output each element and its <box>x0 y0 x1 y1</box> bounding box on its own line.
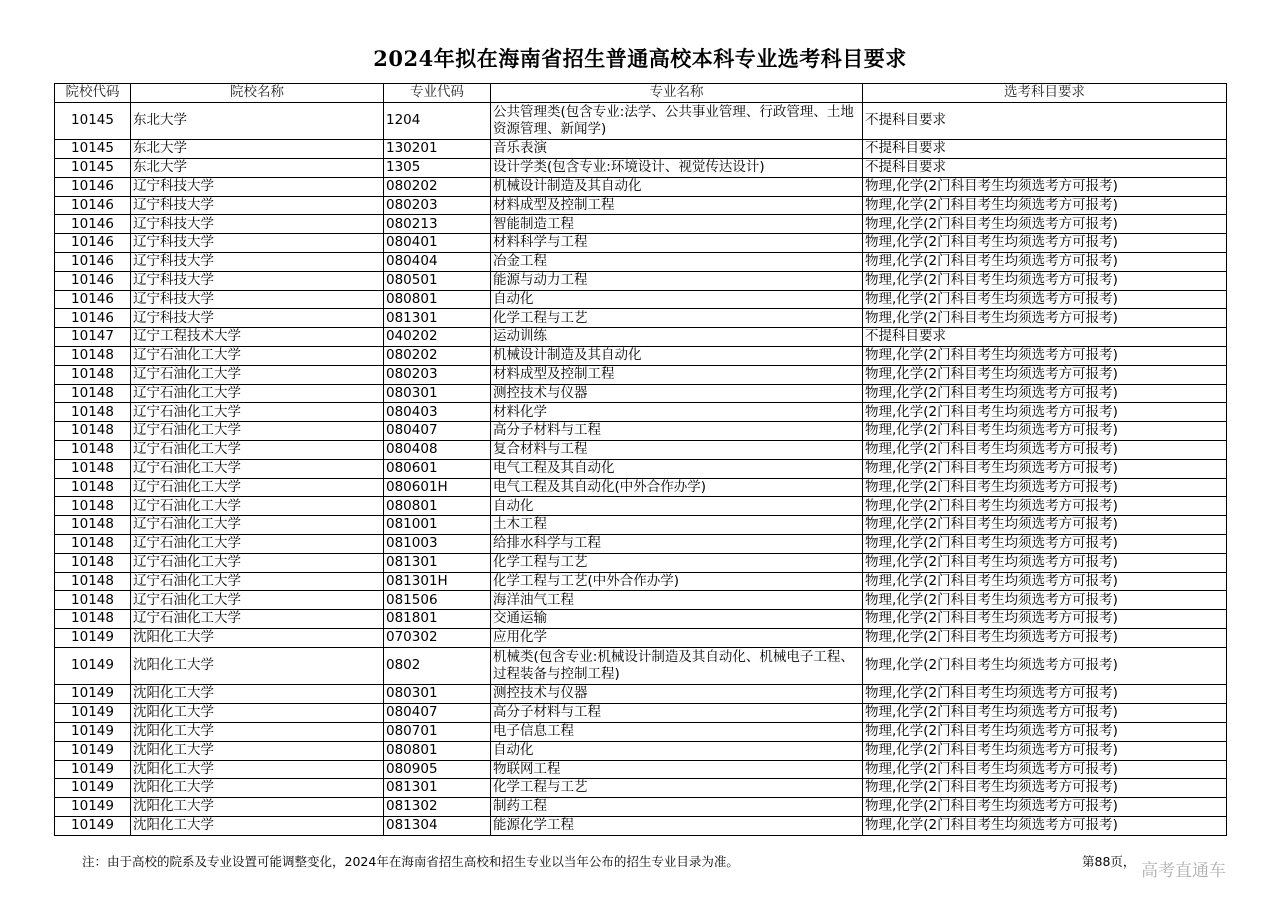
cell-major-code: 081302 <box>384 798 491 817</box>
cell-major-name: 高分子材料与工程 <box>491 422 863 441</box>
cell-major-code: 070302 <box>384 629 491 648</box>
table-row <box>55 102 1227 140</box>
cell-school-name: 辽宁科技大学 <box>131 177 384 196</box>
cell-requirement: 物理,化学(2门科目考生均须选考方可报考) <box>863 365 1227 384</box>
table-row <box>55 271 1227 290</box>
cell-school-name: 辽宁石油化工大学 <box>131 553 384 572</box>
table-row <box>55 159 1227 178</box>
table-row <box>55 516 1227 535</box>
cell-school-name: 辽宁工程技术大学 <box>131 328 384 347</box>
cell-school-name: 辽宁石油化工大学 <box>131 591 384 610</box>
cell-major-code: 080403 <box>384 403 491 422</box>
table-row <box>55 722 1227 741</box>
cell-requirement: 物理,化学(2门科目考生均须选考方可报考) <box>863 196 1227 215</box>
cell-school-code: 10147 <box>55 328 131 347</box>
cell-school-name: 辽宁石油化工大学 <box>131 516 384 535</box>
cell-school-name: 辽宁科技大学 <box>131 290 384 309</box>
cell-school-code: 10148 <box>55 572 131 591</box>
cell-school-code: 10148 <box>55 610 131 629</box>
page-number: 第88页， <box>1082 854 1136 869</box>
table-row <box>55 253 1227 272</box>
cell-school-code: 10148 <box>55 591 131 610</box>
cell-requirement: 物理,化学(2门科目考生均须选考方可报考) <box>863 722 1227 741</box>
cell-major-name: 给排水科学与工程 <box>491 535 863 554</box>
cell-requirement: 物理,化学(2门科目考生均须选考方可报考) <box>863 271 1227 290</box>
cell-school-name: 沈阳化工大学 <box>131 779 384 798</box>
cell-school-code: 10148 <box>55 497 131 516</box>
table-row <box>55 760 1227 779</box>
cell-requirement: 物理,化学(2门科目考生均须选考方可报考) <box>863 760 1227 779</box>
cell-school-code: 10148 <box>55 441 131 460</box>
cell-requirement: 物理,化学(2门科目考生均须选考方可报考) <box>863 459 1227 478</box>
cell-major-name: 公共管理类(包含专业:法学、公共事业管理、行政管理、土地资源管理、新闻学) <box>491 102 863 140</box>
cell-school-name: 沈阳化工大学 <box>131 798 384 817</box>
cell-school-code: 10149 <box>55 816 131 835</box>
cell-major-code: 1204 <box>384 102 491 140</box>
cell-major-code: 080404 <box>384 253 491 272</box>
cell-school-name: 东北大学 <box>131 140 384 159</box>
table-row <box>55 798 1227 817</box>
cell-school-name: 辽宁石油化工大学 <box>131 403 384 422</box>
cell-school-name: 辽宁石油化工大学 <box>131 535 384 554</box>
header-school-name: 院校名称 <box>131 84 384 103</box>
cell-major-name: 智能制造工程 <box>491 215 863 234</box>
cell-major-code: 081301H <box>384 572 491 591</box>
cell-major-name: 自动化 <box>491 290 863 309</box>
cell-requirement: 物理,化学(2门科目考生均须选考方可报考) <box>863 610 1227 629</box>
cell-requirement: 物理,化学(2门科目考生均须选考方可报考) <box>863 234 1227 253</box>
cell-major-code: 081301 <box>384 779 491 798</box>
cell-major-name: 材料成型及控制工程 <box>491 196 863 215</box>
cell-major-name: 海洋油气工程 <box>491 591 863 610</box>
table-row <box>55 647 1227 685</box>
cell-requirement: 物理,化学(2门科目考生均须选考方可报考) <box>863 647 1227 685</box>
cell-school-code: 10149 <box>55 629 131 648</box>
cell-school-code: 10148 <box>55 478 131 497</box>
cell-major-code: 0802 <box>384 647 491 685</box>
cell-school-name: 辽宁石油化工大学 <box>131 459 384 478</box>
cell-requirement: 物理,化学(2门科目考生均须选考方可报考) <box>863 422 1227 441</box>
cell-school-code: 10146 <box>55 253 131 272</box>
cell-major-code: 080203 <box>384 196 491 215</box>
cell-requirement: 不提科目要求 <box>863 328 1227 347</box>
cell-major-code: 081003 <box>384 535 491 554</box>
cell-major-name: 材料科学与工程 <box>491 234 863 253</box>
cell-requirement: 物理,化学(2门科目考生均须选考方可报考) <box>863 215 1227 234</box>
cell-major-name: 化学工程与工艺(中外合作办学) <box>491 572 863 591</box>
cell-requirement: 物理,化学(2门科目考生均须选考方可报考) <box>863 779 1227 798</box>
cell-requirement: 物理,化学(2门科目考生均须选考方可报考) <box>863 384 1227 403</box>
cell-major-name: 应用化学 <box>491 629 863 648</box>
cell-school-name: 沈阳化工大学 <box>131 722 384 741</box>
cell-school-code: 10149 <box>55 647 131 685</box>
cell-school-code: 10149 <box>55 760 131 779</box>
cell-major-code: 040202 <box>384 328 491 347</box>
cell-school-code: 10146 <box>55 271 131 290</box>
cell-major-code: 080801 <box>384 290 491 309</box>
cell-major-name: 制药工程 <box>491 798 863 817</box>
cell-major-code: 080601 <box>384 459 491 478</box>
cell-school-name: 东北大学 <box>131 159 384 178</box>
cell-major-code: 080202 <box>384 177 491 196</box>
cell-school-name: 东北大学 <box>131 102 384 140</box>
header-major-code: 专业代码 <box>384 84 491 103</box>
cell-major-code: 081301 <box>384 553 491 572</box>
cell-major-code: 080408 <box>384 441 491 460</box>
cell-requirement: 物理,化学(2门科目考生均须选考方可报考) <box>863 290 1227 309</box>
cell-school-code: 10149 <box>55 779 131 798</box>
table-row <box>55 685 1227 704</box>
table-row <box>55 497 1227 516</box>
cell-school-code: 10145 <box>55 102 131 140</box>
table-row <box>55 779 1227 798</box>
table-row <box>55 553 1227 572</box>
cell-major-name: 冶金工程 <box>491 253 863 272</box>
table-row <box>55 478 1227 497</box>
cell-school-name: 沈阳化工大学 <box>131 816 384 835</box>
cell-major-name: 测控技术与仪器 <box>491 384 863 403</box>
cell-major-code: 080202 <box>384 347 491 366</box>
cell-major-name: 复合材料与工程 <box>491 441 863 460</box>
cell-major-name: 自动化 <box>491 741 863 760</box>
cell-major-name: 交通运输 <box>491 610 863 629</box>
cell-requirement: 物理,化学(2门科目考生均须选考方可报考) <box>863 741 1227 760</box>
table-row <box>55 441 1227 460</box>
cell-major-code: 080401 <box>384 234 491 253</box>
cell-major-name: 土木工程 <box>491 516 863 535</box>
table-row <box>55 459 1227 478</box>
cell-school-name: 辽宁石油化工大学 <box>131 347 384 366</box>
cell-school-code: 10149 <box>55 722 131 741</box>
table-header-row <box>55 84 1227 103</box>
page-title: 2024年拟在海南省招生普通高校本科专业选考科目要求 <box>373 46 907 71</box>
table-row <box>55 535 1227 554</box>
table-row <box>55 140 1227 159</box>
table-row <box>55 309 1227 328</box>
table-row <box>55 422 1227 441</box>
table-row <box>55 403 1227 422</box>
table-row <box>55 741 1227 760</box>
cell-major-code: 081304 <box>384 816 491 835</box>
table-row <box>55 177 1227 196</box>
cell-requirement: 物理,化学(2门科目考生均须选考方可报考) <box>863 253 1227 272</box>
cell-school-code: 10148 <box>55 422 131 441</box>
table-row <box>55 234 1227 253</box>
cell-school-code: 10145 <box>55 159 131 178</box>
cell-major-name: 运动训练 <box>491 328 863 347</box>
cell-major-name: 电气工程及其自动化 <box>491 459 863 478</box>
cell-school-name: 沈阳化工大学 <box>131 685 384 704</box>
cell-major-code: 080801 <box>384 497 491 516</box>
cell-major-code: 130201 <box>384 140 491 159</box>
table-row <box>55 384 1227 403</box>
cell-requirement: 物理,化学(2门科目考生均须选考方可报考) <box>863 347 1227 366</box>
cell-requirement: 物理,化学(2门科目考生均须选考方可报考) <box>863 572 1227 591</box>
table-row <box>55 290 1227 309</box>
cell-school-name: 辽宁石油化工大学 <box>131 441 384 460</box>
table-row <box>55 572 1227 591</box>
cell-major-code: 080301 <box>384 685 491 704</box>
table-row <box>55 629 1227 648</box>
cell-school-code: 10145 <box>55 140 131 159</box>
cell-major-name: 电子信息工程 <box>491 722 863 741</box>
cell-major-name: 机械设计制造及其自动化 <box>491 347 863 366</box>
cell-major-code: 080407 <box>384 422 491 441</box>
cell-school-name: 沈阳化工大学 <box>131 760 384 779</box>
cell-major-name: 机械类(包含专业:机械设计制造及其自动化、机械电子工程、过程装备与控制工程) <box>491 647 863 685</box>
cell-school-name: 沈阳化工大学 <box>131 741 384 760</box>
cell-major-name: 化学工程与工艺 <box>491 553 863 572</box>
cell-major-code: 080203 <box>384 365 491 384</box>
cell-school-name: 辽宁石油化工大学 <box>131 384 384 403</box>
cell-school-code: 10146 <box>55 309 131 328</box>
cell-requirement: 不提科目要求 <box>863 159 1227 178</box>
cell-major-code: 080601H <box>384 478 491 497</box>
header-major-name: 专业名称 <box>491 84 863 103</box>
table-row <box>55 365 1227 384</box>
cell-requirement: 不提科目要求 <box>863 102 1227 140</box>
cell-school-code: 10146 <box>55 234 131 253</box>
cell-school-code: 10149 <box>55 685 131 704</box>
cell-requirement: 物理,化学(2门科目考生均须选考方可报考) <box>863 441 1227 460</box>
cell-requirement: 物理,化学(2门科目考生均须选考方可报考) <box>863 798 1227 817</box>
cell-school-code: 10148 <box>55 384 131 403</box>
cell-major-name: 化学工程与工艺 <box>491 309 863 328</box>
cell-school-code: 10149 <box>55 798 131 817</box>
cell-requirement: 物理,化学(2门科目考生均须选考方可报考) <box>863 535 1227 554</box>
table-row <box>55 347 1227 366</box>
table-row <box>55 591 1227 610</box>
cell-major-code: 081801 <box>384 610 491 629</box>
cell-major-code: 080301 <box>384 384 491 403</box>
cell-school-name: 辽宁石油化工大学 <box>131 572 384 591</box>
cell-school-name: 辽宁科技大学 <box>131 196 384 215</box>
cell-major-code: 080905 <box>384 760 491 779</box>
cell-major-name: 音乐表演 <box>491 140 863 159</box>
cell-major-code: 081506 <box>384 591 491 610</box>
cell-school-code: 10148 <box>55 516 131 535</box>
cell-school-name: 辽宁石油化工大学 <box>131 478 384 497</box>
cell-requirement: 物理,化学(2门科目考生均须选考方可报考) <box>863 591 1227 610</box>
cell-school-name: 辽宁科技大学 <box>131 215 384 234</box>
cell-requirement: 物理,化学(2门科目考生均须选考方可报考) <box>863 516 1227 535</box>
table-row <box>55 196 1227 215</box>
cell-school-code: 10148 <box>55 535 131 554</box>
cell-major-name: 测控技术与仪器 <box>491 685 863 704</box>
cell-school-code: 10148 <box>55 347 131 366</box>
cell-major-name: 材料成型及控制工程 <box>491 365 863 384</box>
cell-major-code: 080407 <box>384 704 491 723</box>
cell-major-name: 电气工程及其自动化(中外合作办学) <box>491 478 863 497</box>
cell-school-name: 辽宁科技大学 <box>131 234 384 253</box>
cell-major-name: 能源与动力工程 <box>491 271 863 290</box>
cell-major-code: 080801 <box>384 741 491 760</box>
cell-school-name: 辽宁石油化工大学 <box>131 610 384 629</box>
cell-requirement: 不提科目要求 <box>863 140 1227 159</box>
footnote: 注：由于高校的院系及专业设置可能调整变化，2024年在海南省招生高校和招生专业以当年公布的招生专业目录为准。 <box>82 854 739 869</box>
cell-major-code: 080701 <box>384 722 491 741</box>
cell-major-name: 物联网工程 <box>491 760 863 779</box>
watermark: 高考直通车 <box>1141 861 1226 881</box>
cell-school-name: 沈阳化工大学 <box>131 647 384 685</box>
cell-major-name: 能源化学工程 <box>491 816 863 835</box>
table-body <box>55 102 1227 835</box>
cell-major-name: 设计学类(包含专业:环境设计、视觉传达设计) <box>491 159 863 178</box>
cell-school-code: 10146 <box>55 177 131 196</box>
cell-major-code: 1305 <box>384 159 491 178</box>
cell-school-name: 沈阳化工大学 <box>131 629 384 648</box>
cell-major-name: 机械设计制造及其自动化 <box>491 177 863 196</box>
cell-school-code: 10148 <box>55 365 131 384</box>
cell-requirement: 物理,化学(2门科目考生均须选考方可报考) <box>863 497 1227 516</box>
header-requirement: 选考科目要求 <box>863 84 1227 103</box>
cell-major-code: 080501 <box>384 271 491 290</box>
cell-school-code: 10146 <box>55 196 131 215</box>
table-row <box>55 704 1227 723</box>
cell-school-code: 10146 <box>55 215 131 234</box>
cell-requirement: 物理,化学(2门科目考生均须选考方可报考) <box>863 553 1227 572</box>
cell-requirement: 物理,化学(2门科目考生均须选考方可报考) <box>863 629 1227 648</box>
cell-school-name: 辽宁科技大学 <box>131 253 384 272</box>
cell-school-name: 辽宁科技大学 <box>131 309 384 328</box>
cell-major-code: 080213 <box>384 215 491 234</box>
cell-school-code: 10148 <box>55 553 131 572</box>
cell-major-code: 081301 <box>384 309 491 328</box>
table-row <box>55 610 1227 629</box>
cell-major-name: 材料化学 <box>491 403 863 422</box>
cell-requirement: 物理,化学(2门科目考生均须选考方可报考) <box>863 478 1227 497</box>
cell-school-name: 辽宁石油化工大学 <box>131 422 384 441</box>
cell-school-name: 辽宁石油化工大学 <box>131 497 384 516</box>
cell-requirement: 物理,化学(2门科目考生均须选考方可报考) <box>863 309 1227 328</box>
cell-school-code: 10148 <box>55 459 131 478</box>
cell-school-code: 10148 <box>55 403 131 422</box>
cell-major-name: 自动化 <box>491 497 863 516</box>
cell-major-name: 高分子材料与工程 <box>491 704 863 723</box>
cell-requirement: 物理,化学(2门科目考生均须选考方可报考) <box>863 685 1227 704</box>
cell-school-name: 辽宁石油化工大学 <box>131 365 384 384</box>
table-row <box>55 215 1227 234</box>
cell-major-name: 化学工程与工艺 <box>491 779 863 798</box>
cell-requirement: 物理,化学(2门科目考生均须选考方可报考) <box>863 816 1227 835</box>
cell-school-code: 10149 <box>55 704 131 723</box>
requirements-table <box>54 83 1227 836</box>
cell-school-code: 10149 <box>55 741 131 760</box>
cell-requirement: 物理,化学(2门科目考生均须选考方可报考) <box>863 177 1227 196</box>
cell-school-code: 10146 <box>55 290 131 309</box>
cell-requirement: 物理,化学(2门科目考生均须选考方可报考) <box>863 704 1227 723</box>
header-school-code: 院校代码 <box>55 84 131 103</box>
cell-requirement: 物理,化学(2门科目考生均须选考方可报考) <box>863 403 1227 422</box>
cell-school-name: 辽宁科技大学 <box>131 271 384 290</box>
table-row <box>55 816 1227 835</box>
cell-major-code: 081001 <box>384 516 491 535</box>
cell-school-name: 沈阳化工大学 <box>131 704 384 723</box>
table-row <box>55 328 1227 347</box>
